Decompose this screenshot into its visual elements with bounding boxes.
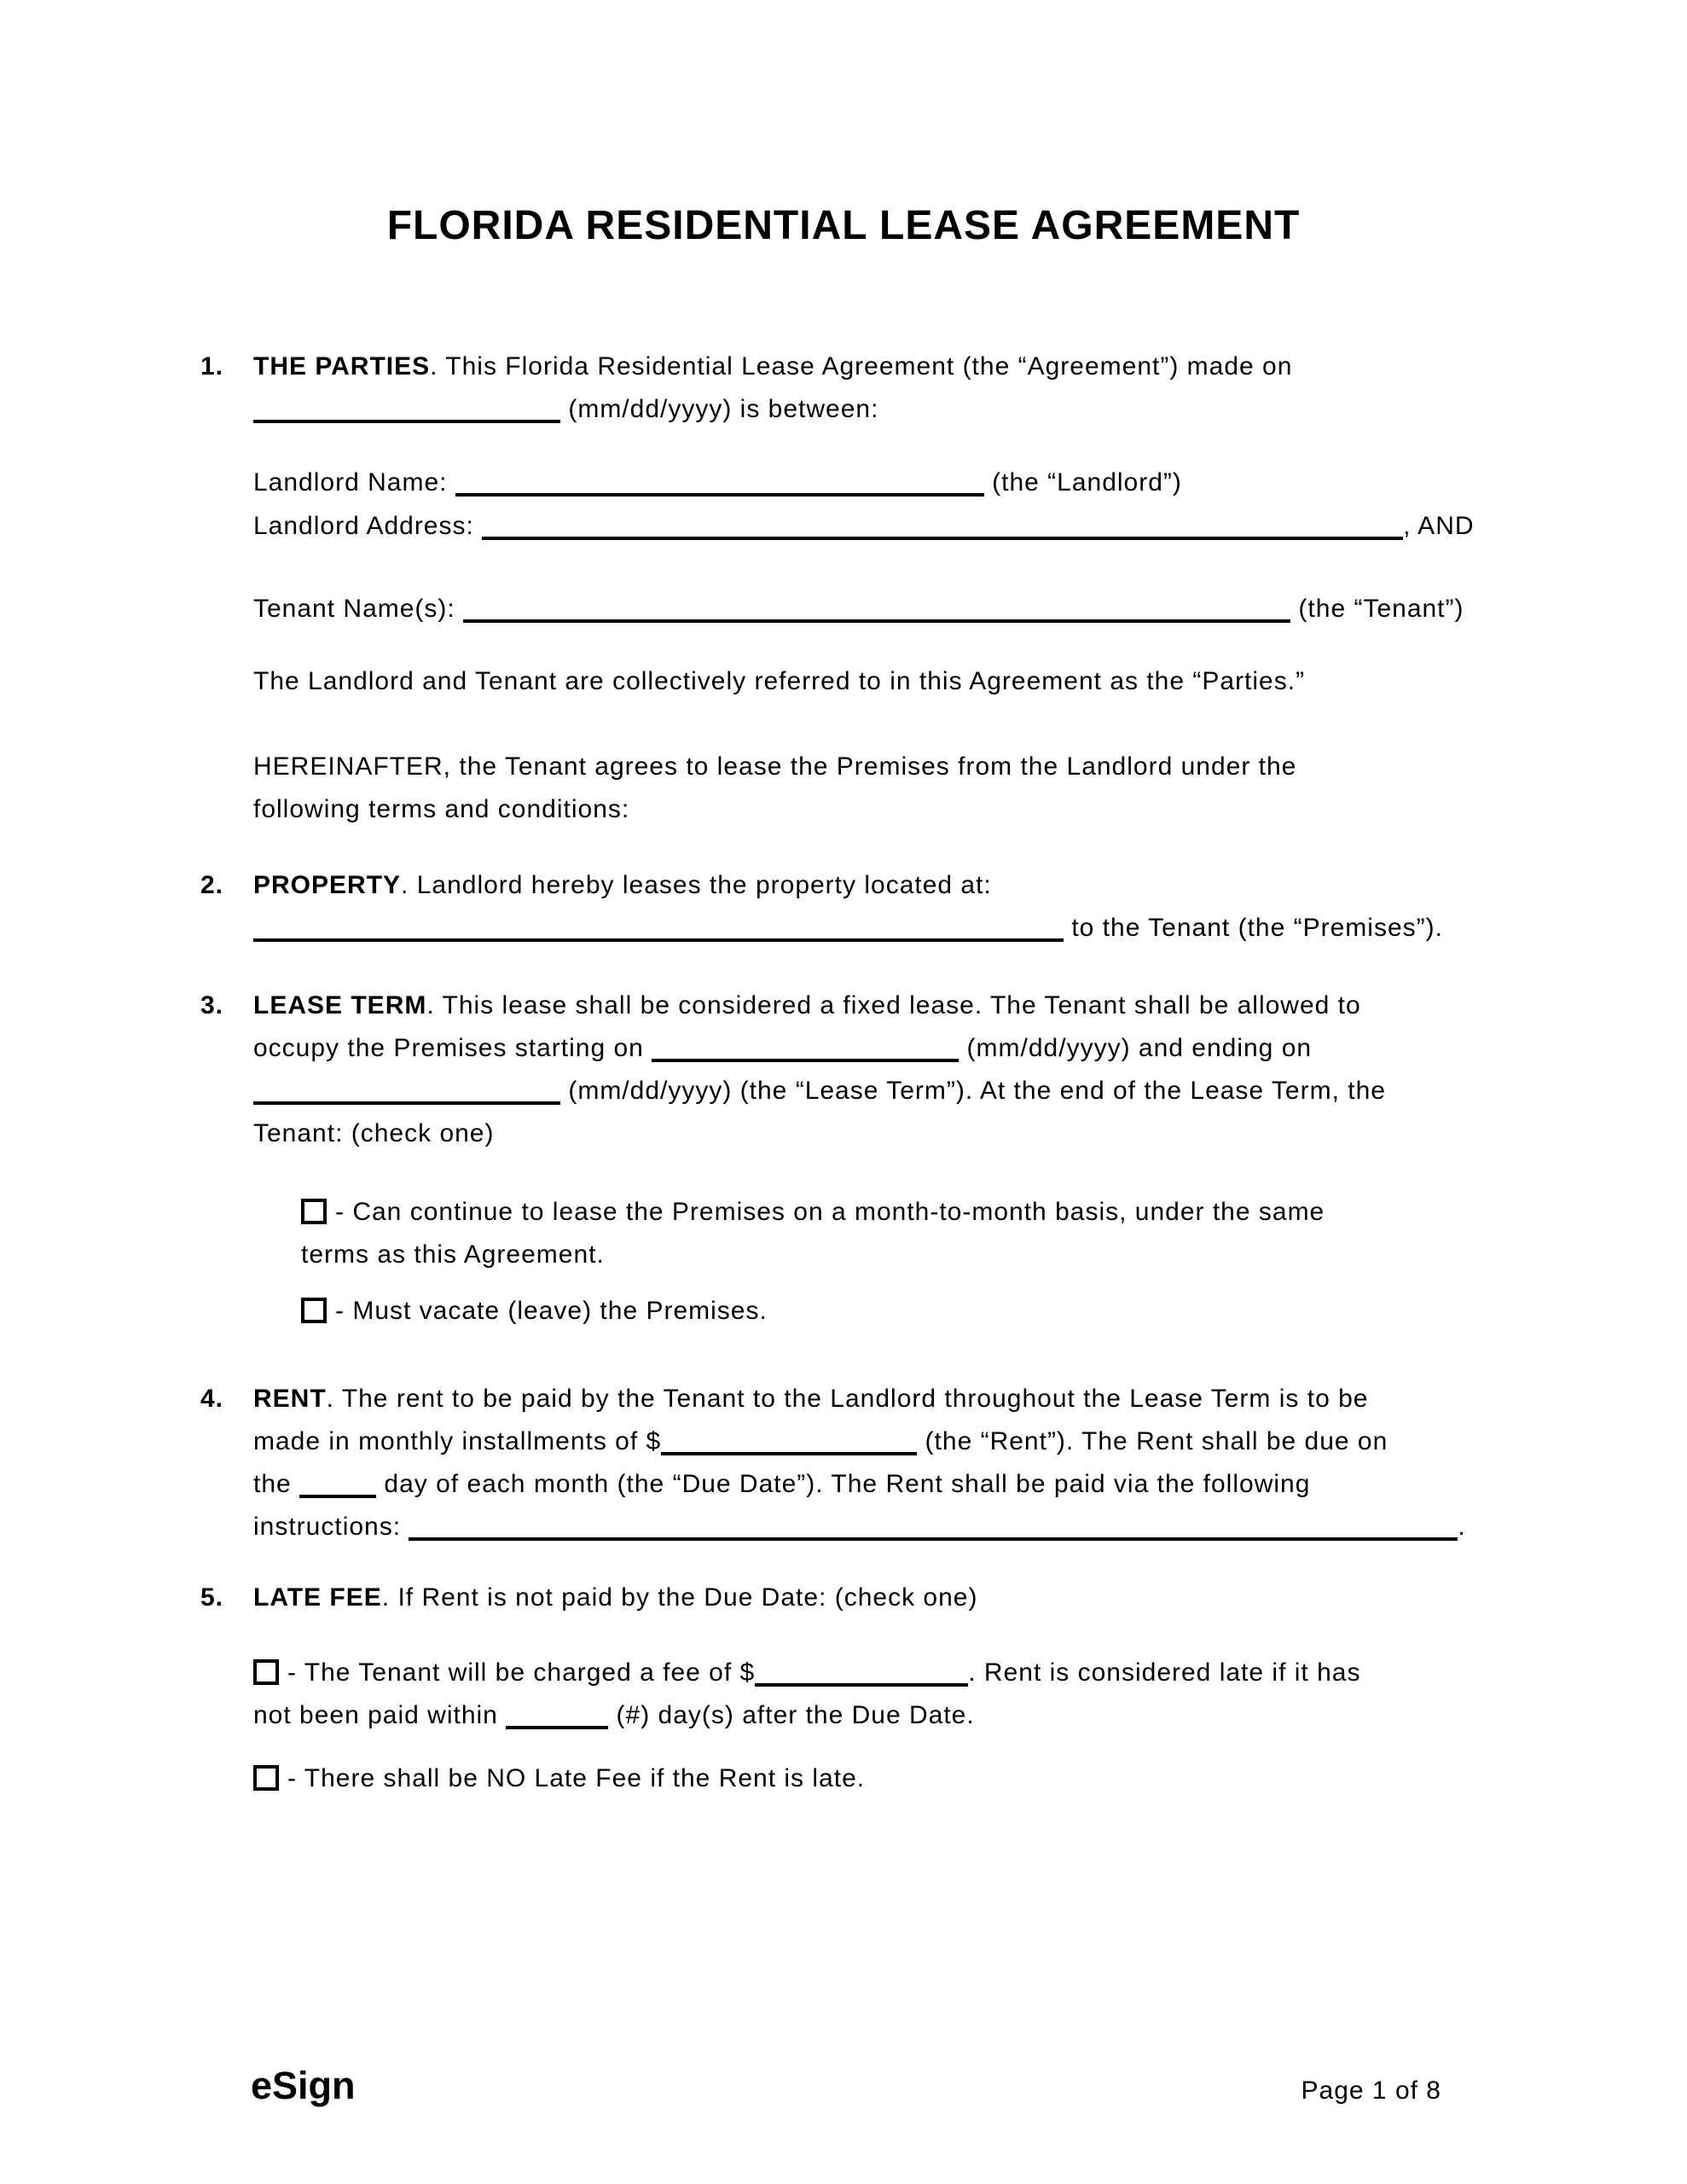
rent-due-day-blank[interactable] (299, 1469, 376, 1498)
section-number: 3. (200, 991, 224, 1019)
text-run: . If Rent is not paid by the Due Date: (check one) (381, 1583, 978, 1612)
landlord-name-blank[interactable] (455, 468, 984, 497)
document-title: FLORIDA RESIDENTIAL LEASE AGREEMENT (386, 203, 1301, 248)
text-run: (mm/dd/yyyy) is between: (560, 395, 879, 423)
landlord-address-label: Landlord Address: (253, 512, 483, 540)
option-late-fee-charged (253, 1652, 1360, 1737)
section-heading: LEASE TERM (253, 991, 427, 1019)
text-run: - The Tenant will be charged a fee of $ (287, 1658, 756, 1687)
must-vacate-checkbox[interactable] (301, 1298, 327, 1323)
section-heading: PROPERTY (253, 871, 402, 899)
text-run: (the “Rent”). The Rent shall be due on (917, 1427, 1388, 1455)
text-run: . This Florida Residential Lease Agreement (the “Agreement”) made on (430, 352, 1293, 380)
property-address-blank[interactable] (253, 913, 1064, 942)
text-run: instructions: (253, 1513, 409, 1541)
tenant-name-label: Tenant Name(s): (253, 595, 464, 623)
section-late-fee (200, 1577, 978, 1619)
text-run: terms as this Agreement. (301, 1240, 605, 1269)
text-run: occupy the Premises starting on (253, 1034, 652, 1062)
option-no-late-fee (253, 1757, 865, 1800)
text-run: to the Tenant (the “Premises”). (1064, 914, 1443, 942)
text-run: . Rent is considered late if it has (968, 1658, 1361, 1687)
text-run: - Can continue to lease the Premises on a month-to-month basis, under the same (335, 1198, 1325, 1226)
text-run: (mm/dd/yyyy) and ending on (959, 1034, 1313, 1062)
option-must-vacate (301, 1290, 768, 1333)
landlord-address-blank[interactable] (482, 511, 1403, 540)
text-run: The Landlord and Tenant are collectively referred to in this Agreement as the “Parties.” (253, 667, 1306, 695)
section-number: 4. (200, 1385, 224, 1413)
text-run: HEREINAFTER, the Tenant agrees to lease the Premises from the Landlord under the (253, 752, 1297, 781)
section-number: 5. (200, 1583, 224, 1612)
text-run: following terms and conditions: (253, 795, 630, 823)
section-heading: RENT (253, 1385, 327, 1413)
text-run: - There shall be NO Late Fee if the Rent is late. (287, 1764, 866, 1792)
tenant-name-row (253, 588, 1464, 630)
parties-collective-paragraph (253, 660, 1305, 703)
section-the-parties (200, 346, 1293, 431)
option-month-to-month (301, 1191, 1325, 1276)
section-number: 1. (200, 352, 224, 380)
late-fee-amount-blank[interactable] (755, 1658, 968, 1687)
text-run: Tenant: (check one) (253, 1119, 495, 1147)
text-run: not been paid within (253, 1701, 507, 1729)
text-run: the (253, 1470, 300, 1498)
text-run: . (1458, 1513, 1466, 1541)
lease-start-date-blank[interactable] (652, 1033, 959, 1062)
tenant-name-blank[interactable] (463, 594, 1290, 623)
esign-logo: eSign (251, 2064, 356, 2107)
section-number: 2. (200, 871, 224, 899)
late-fee-charged-checkbox[interactable] (253, 1659, 279, 1685)
hereinafter-paragraph (253, 746, 1296, 831)
text-run: (the “Tenant”) (1290, 595, 1464, 623)
late-fee-days-blank[interactable] (506, 1700, 608, 1729)
agreement-date-blank[interactable] (253, 394, 560, 423)
landlord-name-row (253, 462, 1182, 504)
landlord-name-label: Landlord Name: (253, 468, 455, 497)
text-run: . Landlord hereby leases the property located at: (401, 871, 992, 899)
section-property (200, 864, 1443, 950)
text-run: day of each month (the “Due Date”). The Rent shall be paid via the following (376, 1470, 1311, 1498)
text-run: . The rent to be paid by the Tenant to the Landlord throughout the Lease Term is to be (326, 1385, 1369, 1413)
landlord-address-row (253, 505, 1475, 548)
text-run: made in monthly installments of $ (253, 1427, 662, 1455)
text-run: . This lease shall be considered a fixed lease. The Tenant shall be allowed to (426, 991, 1361, 1019)
no-late-fee-checkbox[interactable] (253, 1765, 279, 1791)
text-run: (the “Landlord”) (983, 468, 1182, 497)
rent-amount-blank[interactable] (661, 1426, 917, 1455)
section-heading: LATE FEE (253, 1583, 382, 1612)
section-rent (200, 1378, 1466, 1548)
section-lease-term (200, 985, 1386, 1155)
page-number: Page 1 of 8 (1301, 2077, 1441, 2105)
page-footer (251, 2065, 1441, 2112)
month-to-month-checkbox[interactable] (301, 1199, 327, 1224)
lease-end-date-blank[interactable] (253, 1076, 560, 1105)
section-heading: THE PARTIES (253, 352, 431, 380)
text-run: , AND (1403, 512, 1475, 540)
text-run: - Must vacate (leave) the Premises. (335, 1297, 768, 1325)
text-run: (mm/dd/yyyy) (the “Lease Term”). At the end of the Lease Term, the (560, 1077, 1386, 1105)
text-run: (#) day(s) after the Due Date. (608, 1701, 975, 1729)
payment-instructions-blank[interactable] (409, 1512, 1458, 1541)
